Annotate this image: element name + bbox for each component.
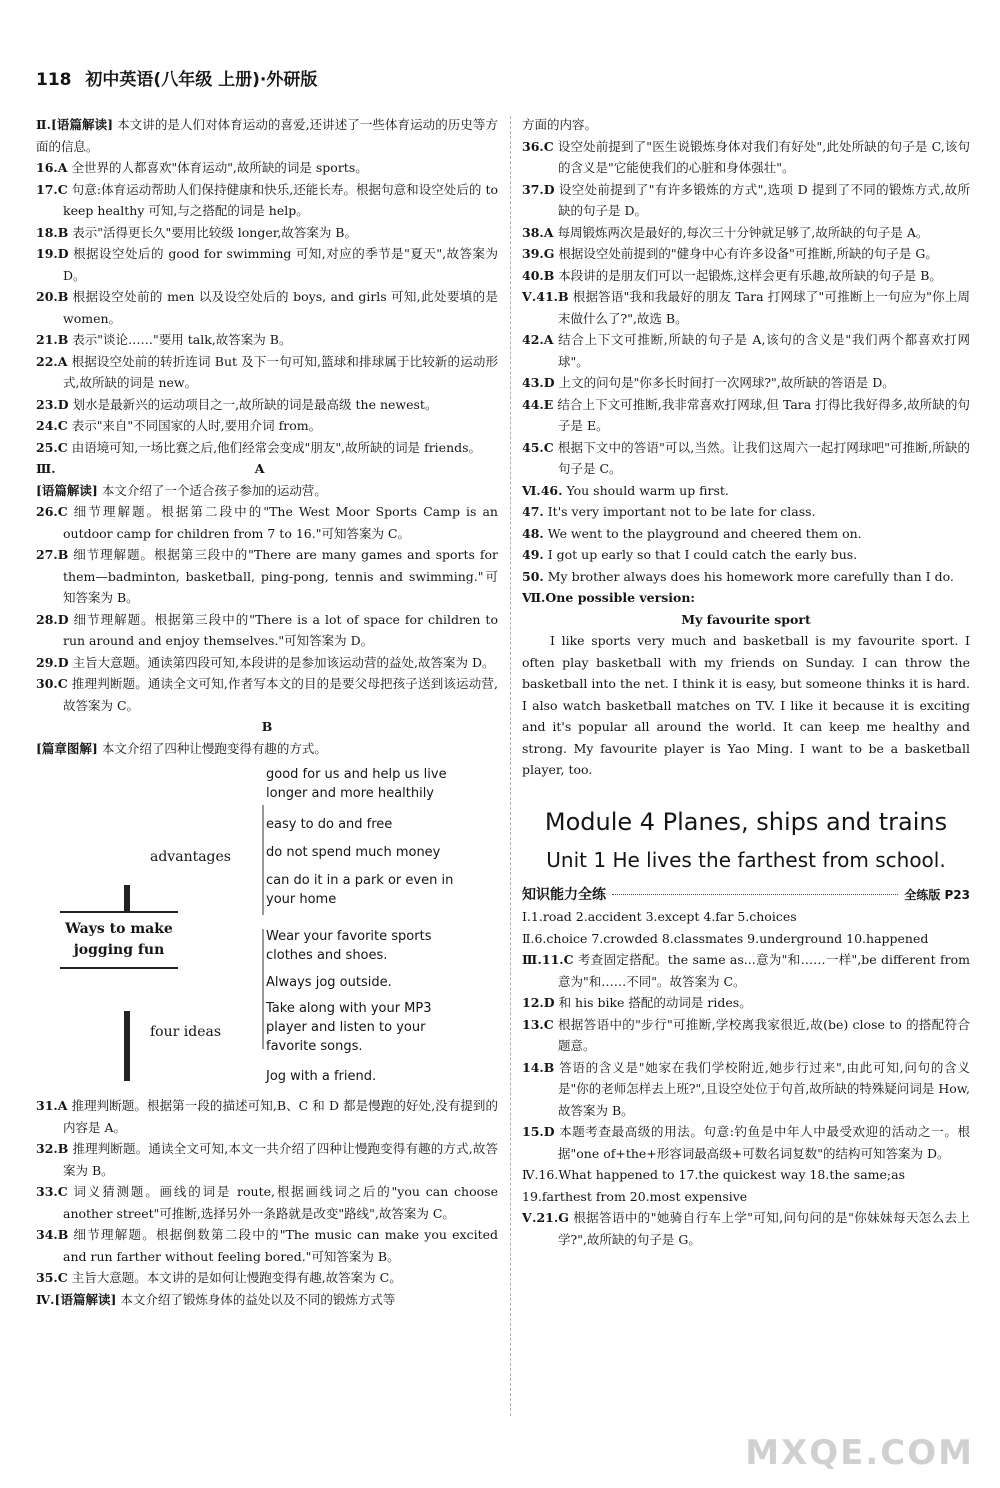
answer-item: 34.B 细节理解题。根据倒数第二段中的"The music can make you excited and run farther without feeling bored."可知答案为 B。 (36, 1227, 498, 1264)
answer-item: 35.C 主旨大意题。本文讲的是如何让慢跑变得有趣,故答案为 C。 (36, 1270, 402, 1285)
left-column (36, 114, 498, 1310)
section-3-intro: [语篇解读] 本文介绍了一个适合孩子参加的运动营。 (36, 482, 327, 498)
mind-map-advantage: can do it in a park or even in your home (266, 873, 454, 907)
essay-title: My favourite sport (681, 611, 811, 627)
answer-item: 43.D 上文的问句是"你多长时间打一次网球?",故所缺的答语是 D。 (522, 375, 895, 390)
book-title: 初中英语(八年级 上册)·外研版 (85, 70, 318, 90)
answer-item: 18.B 表示"活得更长久"要用比较级 longer,故答案为 B。 (36, 224, 357, 240)
section-3b-answers (36, 1095, 498, 1289)
mind-map-idea: Wear your favorite sports clothes and shoes. (266, 929, 432, 963)
part-b-label: B (261, 719, 273, 734)
answer-item: 32.B 推理判断题。通读全文可知,本文一共介绍了四种让慢跑变得有趣的方式,故答案为 B。 (36, 1141, 498, 1178)
answer-item: 13.C 根据答语中的"步行"可推断,学校离我家很近,故(be) close to 的搭配符合题意。 (522, 1016, 970, 1053)
answer-item: 17.C 句意:体育运动帮助人们保持健康和快乐,还能长寿。根据句意和设空处后的 to keep healthy 可知,与之搭配的词是 help。 (36, 181, 498, 218)
section-7-label: Ⅶ.One possible version: (522, 590, 696, 605)
mind-map-advantage: easy to do and free (266, 817, 393, 832)
answer-item: 21.B 表示"谈论……"要用 talk,故答案为 B。 (36, 332, 292, 347)
answer-item: 36.C 设空处前提到了"医生说锻炼身体对我们有好处",此处所缺的句子是 C,该句的含义是"它能使我们的心脏和身体强壮"。 (522, 138, 970, 175)
mind-map-ideas-label: four ideas (150, 1024, 222, 1040)
answer-item: 12.D 和 his bike 搭配的动词是 rides。 (522, 995, 752, 1010)
answer-item: 29.D 主旨大意题。通读第四段可知,本段讲的是参加该运动营的益处,故答案为 D。 (36, 654, 495, 670)
unit-answers-4b: 19.farthest from 20.most expensive (522, 1188, 748, 1204)
section-4-continued: 方面的内容。 (522, 117, 598, 132)
answer-item: 20.B 根据设空处前的 men 以及设空处后的 boys, and girls 可知,此处要填的是 women。 (36, 289, 498, 326)
answer-item: 40.B 本段讲的是朋友们可以一起锻炼,这样会更有乐趣,故所缺的句子是 B。 (522, 267, 942, 283)
section-6-answers (522, 480, 970, 588)
answer-item: 16.A 全世界的人都喜欢"体育运动",故所缺的词是 sports。 (36, 160, 368, 175)
answer-item: 25.C 由语境可知,一场比赛之后,他们经常会变成"朋友",故所缺的词是 friends。 (36, 439, 482, 455)
mind-map-rule-bottom (262, 929, 264, 1049)
answer-item: 37.D 设空处前提到了"有许多锻炼的方式",选项 D 提到了不同的锻炼方式,故所缺的句子是 D。 (522, 181, 970, 218)
answer-item: 14.B 答语的含义是"她家在我们学校附近,她步行过来",由此可知,问句的含义是"你的老师怎样去上班?",且设空处位于句首,故所缺的特殊疑问词是 How,故答案为 B。 (522, 1059, 970, 1118)
answer-item: 19.D 根据设空处后的 good for swimming 可知,对应的季节是"夏天",故答案为 D。 (36, 246, 499, 283)
answer-item: 26.C 细节理解题。根据第二段中的"The West Moor Sports Camp is an outdoor camp for children from 7 to 16."可知答案为 C。 (36, 504, 498, 541)
mind-map (36, 765, 498, 1091)
answer-item: 22.A 根据设空处前的转折连词 But 及下一句可知,篮球和排球属于比较新的运动形式,故所缺的词是 new。 (36, 353, 498, 390)
answer-item: 27.B 细节理解题。根据第三段中的"There are many games and sports for them—badminton, basketball, ping-pong, tennis and swimming."可知答案为 B。 (36, 547, 498, 605)
section-ref: 全练版 P23 (904, 887, 970, 902)
unit-title: Unit 1 He lives the farthest from school. (546, 847, 946, 872)
answer-item: 50. My brother always does his homework more carefully than I do. (522, 568, 954, 584)
leader-dots (612, 894, 898, 895)
answer-item: 38.A 每周锻炼两次是最好的,每次三十分钟就足够了,故所缺的句子是 A。 (522, 224, 929, 240)
mind-map-center: Ways to make jogging fun (60, 911, 178, 969)
mind-map-idea: Jog with a friend. (266, 1069, 377, 1084)
part-b-intro: [篇章图解] 本文介绍了四种让慢跑变得有趣的方式。 (36, 740, 327, 756)
answer-item: 30.C 推理判断题。通读全文可知,作者写本文的目的是要父母把孩子送到该运动营,故答案为 C。 (36, 676, 498, 713)
answer-item: 23.D 划水是最新兴的运动项目之一,故所缺的词是最高级 the newest。 (36, 396, 438, 412)
answer-item: 45.C 根据下文中的答语"可以,当然。让我们这周六一起打网球吧"可推断,所缺的句子是 C。 (522, 439, 970, 476)
answer-item: 39.G 根据设空处前提到的"健身中心有许多设备"可推断,所缺的句子是 G。 (522, 246, 938, 261)
answer-item: 28.D 细节理解题。根据第三段中的"There is a lot of space for children to run around and enjoy themselves."可知答案为 D。 (36, 611, 498, 648)
answer-item: Ⅲ.11.C 考查固定搭配。the same as...意为"和……一样",be different from 意为"和……不同"。故答案为 C。 (522, 952, 970, 989)
answer-item: Ⅴ.21.G 根据答语中的"她骑自行车上学"可知,问句问的是"你妹妹每天怎么去上学?",故所缺的句子是 G。 (522, 1210, 970, 1247)
answer-item: 47. It's very important not to be late for class. (522, 504, 816, 519)
mind-map-advantage: do not spend much money (266, 845, 441, 860)
section-2-intro: Ⅱ.[语篇解读] 本文讲的是人们对体育运动的喜爱,还讲述了一些体育运动的历史等方面的信息。 (36, 117, 498, 154)
mind-map-rule-top (262, 805, 264, 915)
mind-map-idea: Take along with your MP3 player and listen to your favorite songs. (266, 1001, 432, 1054)
mind-map-advantage: good for us and help us live longer and more healthily (266, 767, 447, 801)
essay-body: I like sports very much and basketball is my favourite sport. I often play basketball with my friends on Sunday. I can throw the basketball into the net. I think it is easy, but someone thinks it is hard. I also watch basketball matches on TV. I like it because it is exciting and it's popular all around the world. It can keep me healthy and strong. My favourite player is Yao Ming. I want to be a basketball player, too. (522, 633, 970, 777)
answer-item: 44.E 结合上下文可推断,我非常喜欢打网球,但 Tara 打得比我好得多,故所缺的句子是 E。 (522, 396, 970, 433)
section-title: 知识能力全练 (522, 886, 606, 903)
section-heading (522, 885, 970, 907)
right-column (522, 114, 970, 1250)
answer-item: 24.C 表示"来自"不同国家的人时,要用介词 from。 (36, 418, 322, 433)
unit-answers-1: Ⅰ.1.road 2.accident 3.except 4.far 5.choices (522, 909, 797, 924)
answer-item: 31.A 推理判断题。根据第一段的描述可知,B、C 和 D 都是慢跑的好处,没有提到的内容是 A。 (36, 1098, 498, 1135)
watermark: MXQE.COM (745, 1432, 974, 1473)
answer-item: Ⅵ.46. You should warm up first. (522, 482, 729, 498)
answer-item: Ⅴ.41.B 根据答语"我和我最好的朋友 Tara 打网球了"可推断上一句应为"你上周末做什么了?",故选 B。 (522, 289, 970, 326)
answer-item: 33.C 词义猜测题。画线的词是 route,根据画线词之后的"you can choose another street"可推断,选择另外一条路就是改变"路线",故答案为 C。 (36, 1184, 498, 1221)
answer-item: 42.A 结合上下文可推断,所缺的句子是 A,该句的含义是"我们两个都喜欢打网球"。 (522, 332, 970, 369)
section-3-header: Ⅲ. A (36, 461, 265, 476)
mind-map-brace-bottom (124, 1011, 130, 1081)
page-header (36, 70, 317, 92)
answer-item: 48. We went to the playground and cheered them on. (522, 525, 862, 541)
answer-item: 49. I got up early so that I could catch the early bus. (522, 547, 858, 562)
column-divider (510, 116, 511, 1416)
unit-answers-2: Ⅱ.6.choice 7.crowded 8.classmates 9.underground 10.happened (522, 930, 929, 946)
section-4-5-answers (522, 136, 970, 480)
section-3a-answers (36, 501, 498, 716)
section-4-intro: Ⅳ.[语篇解读] 本文介绍了锻炼身体的益处以及不同的锻炼方式等 (36, 1291, 396, 1307)
mind-map-advantages-label: advantages (150, 849, 231, 865)
mind-map-idea: Always jog outside. (266, 975, 392, 990)
module-heading (522, 805, 970, 877)
page-number: 118 (36, 70, 72, 90)
module-title: Module 4 Planes, ships and trains (544, 807, 948, 836)
unit-answers-3 (522, 949, 970, 1164)
unit-answers-4: Ⅳ.16.What happened to 17.the quickest way 18.the same;as (522, 1167, 906, 1182)
section-2-answers (36, 157, 498, 458)
answer-item: 15.D 本题考查最高级的用法。句意:钓鱼是中年人中最受欢迎的活动之一。根据"one of+the+形容词最高级+可数名词复数"的结构可知答案为 D。 (522, 1124, 970, 1161)
